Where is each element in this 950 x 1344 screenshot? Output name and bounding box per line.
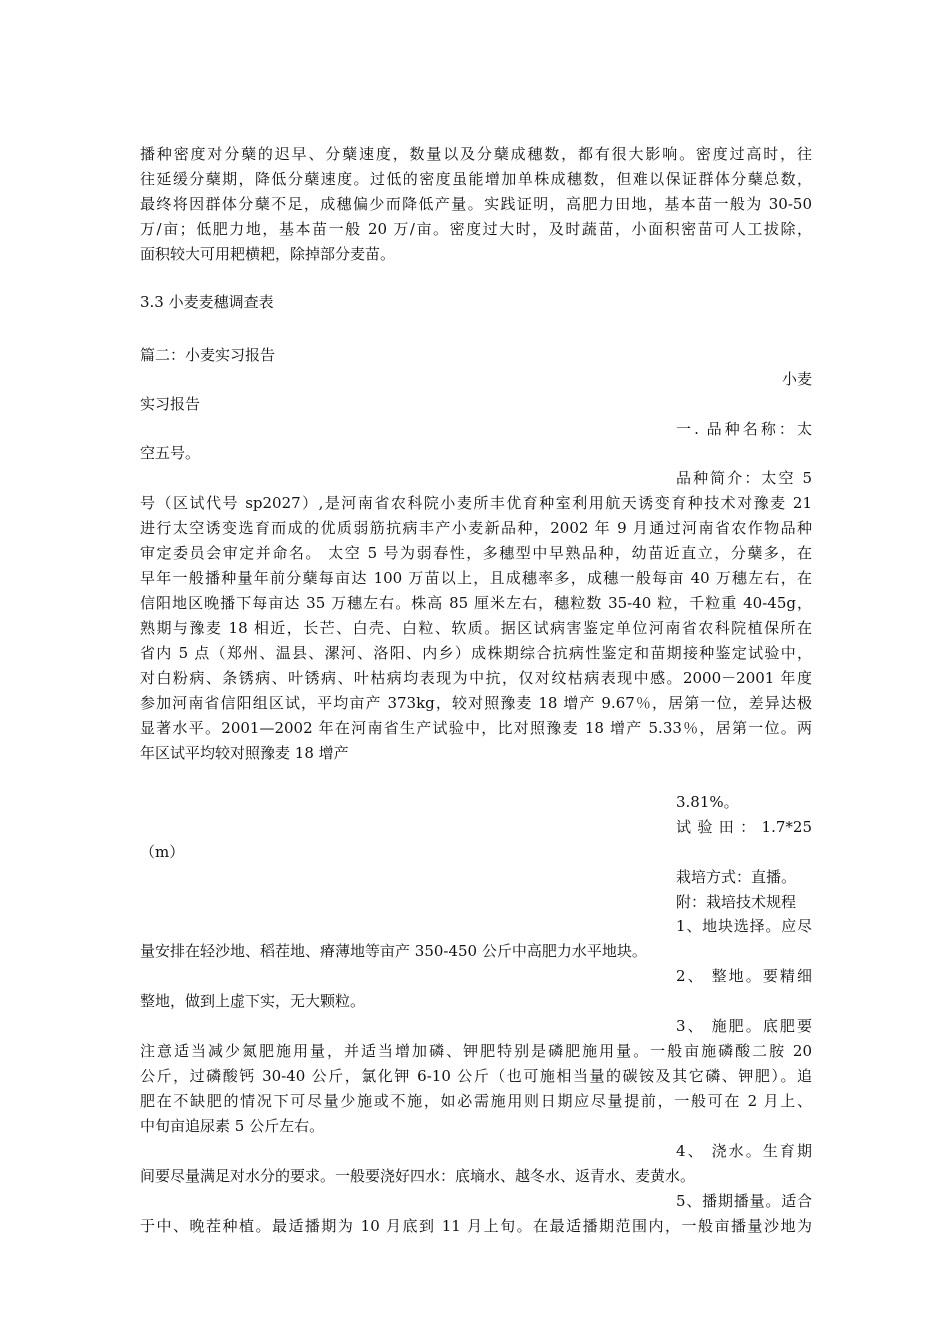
text-line: 3.81%。 [676,793,739,811]
text-line: 1、地块选择。应尽 [676,917,812,935]
text-line: 间要尽量满足对水分的要求。一般要浇好四水：底墒水、越冬水、返青水、麦黄水。 [140,1167,696,1185]
text-line: 省内 5 点（郑州、温县、漯河、洛阳、内乡）成株期综合抗病性鉴定和苗期接种鉴定试验中， [140,644,812,662]
text-line: 播种密度对分蘖的迟早、分蘖速度，数量以及分蘖成穗数，都有很大影响。密度过高时，往 [140,145,812,163]
text-line: 面积较大可用耙横耙，除掉部分麦苗。 [140,245,396,263]
text-line: 肥在不缺肥的情况下可尽量少施或不施，如必需施用则日期应尽量提前，一般可在 2 月上、 [140,1092,812,1110]
text-line: 万/亩；低肥力地，基本苗一般 20 万/亩。密度过大时，及时蔬苗，小面积密苗可人工拔除， [140,220,812,238]
text-line: 熟期与豫麦 18 相近，长芒、白壳、白粒、软质。据区试病害鉴定单位河南省农科院植保所在 [140,619,812,637]
text-line: 2、 整地。要精细 [676,967,812,985]
text-line: 整地，做到上虚下实，无大颗粒。 [140,992,366,1010]
text-line: 5、播期播量。适合 [676,1192,812,1210]
text-line: 4、 浇水。生育期 [676,1142,812,1160]
text-line: 栽培方式：直播。 [676,868,797,886]
text-line: 一. 品种名称：太 [676,420,812,438]
text-line: 试 验 田 ： 1.7*25 [676,818,812,836]
section-heading: 篇二：小麦实习报告 [140,346,276,364]
text-line: 附：栽培技术规程 [676,893,797,911]
text-line: 对白粉病、条锈病、叶锈病、叶枯病均表现为中抗，仅对纹枯病表现中感。2000－2001 年度 [140,669,812,687]
text-line: 空五号。 [140,444,201,462]
text-line: 公斤，过磷酸钙 30-40 公斤，氯化钾 6-10 公斤（也可施相当量的碳铵及其它磷、钾肥）。追 [140,1067,812,1085]
text-line: （m） [140,843,185,861]
text-line: 量安排在轻沙地、稻茬地、瘠薄地等亩产 350-450 公斤中高肥力水平地块。 [140,942,647,960]
text-line: 中旬亩追尿素 5 公斤左右。 [140,1117,325,1135]
text-line: 实习报告 [140,395,201,413]
text-line: 最终将因群体分蘖不足，成穗偏少而降低产量。实践证明，高肥力田地，基本苗一般为 30-50 [140,195,812,213]
text-line: 注意适当减少氮肥施用量，并适当增加磷、钾肥特别是磷肥施用量。一般亩施磷酸二胺 20 [140,1042,812,1060]
text-line: 年区试平均较对照豫麦 18 增产 [140,744,349,762]
text-line: 品种简介：太空 5 [676,469,812,487]
text-line: 参加河南省信阳组区试，平均亩产 373kg，较对照豫麦 18 增产 9.67％，居第一位，差异达极 [140,694,812,712]
text-line: 往延缓分蘖期，降低分蘖速度。过低的密度虽能增加单株成穗数，但难以保证群体分蘖总数， [140,170,812,188]
text-line: 3、 施肥。底肥要 [676,1017,812,1035]
text-line: 早年一般播种量年前分蘖每亩达 100 万苗以上，且成穗率多，成穗一般每亩 40 万穗左右，在 [140,569,812,587]
text-line: 进行太空诱变选育而成的优质弱筋抗病丰产小麦新品种，2002 年 9 月通过河南省农作物品种 [140,519,812,537]
text-line: 号（区试代号 sp2027）,是河南省农科院小麦所丰优育种室利用航天诱变育种技术对豫麦 21 [140,494,812,512]
text-line: 审定委员会审定并命名。 太空 5 号为弱春性，多穗型中早熟品种，幼苗近直立，分蘖多，在 [140,544,812,562]
text-line: 小麦 [781,370,812,388]
text-line: 信阳地区晚播下每亩达 35 万穗左右。株高 85 厘米左右，穗粒数 35-40 粒，千粒重 40-45g， [140,594,812,612]
section-heading: 3.3 小麦麦穗调查表 [140,293,274,311]
text-line: 显著水平。2001—2002 年在河南省生产试验中，比对照豫麦 18 增产 5.33％，居第一位。两 [140,719,812,737]
text-line: 于中、晚茬种植。最适播期为 10 月底到 11 月上旬。在最适播期范围内，一般亩播量沙地为 [140,1217,812,1235]
